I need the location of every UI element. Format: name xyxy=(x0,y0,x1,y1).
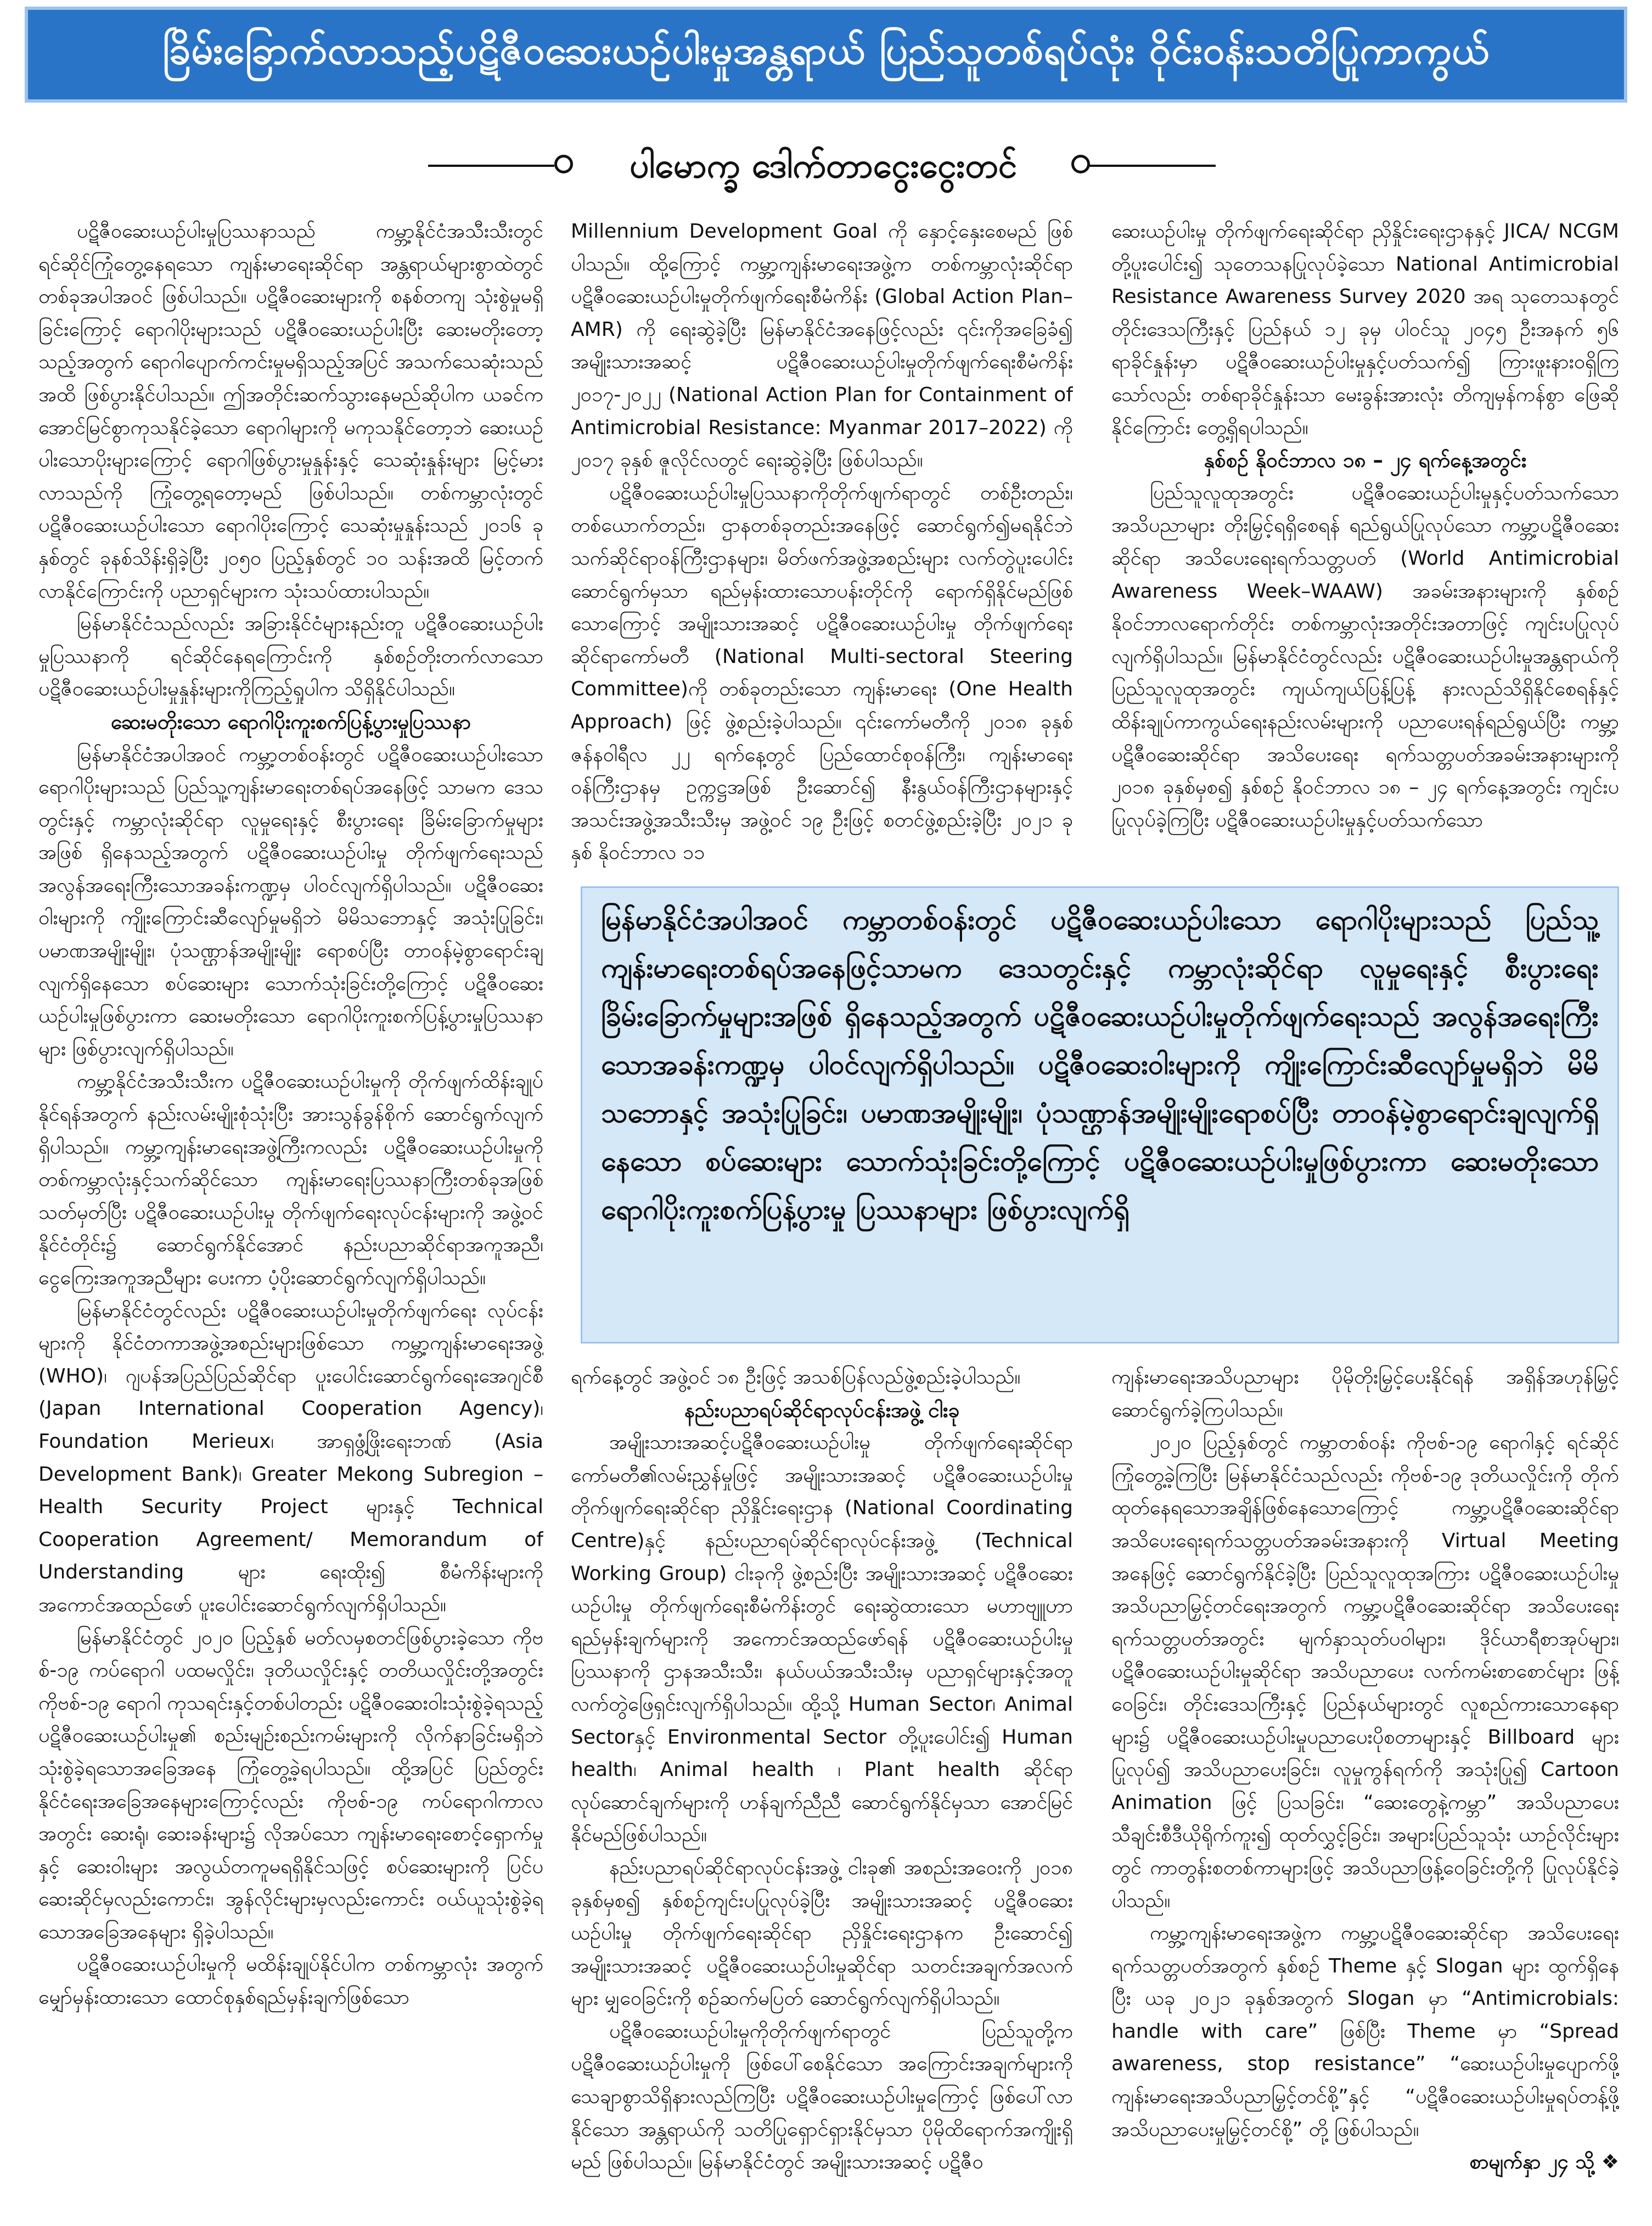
paragraph: မြန်မာနိုင်ငံတွင်လည်း ပဋိဇီဝဆေးယဉ်ပါးမှုတိုက်ဖျက်ရေး လုပ်ငန်းများကို နိုင်ငံတကာအဖွဲ့အစည်းများဖြစ်သော ကမ္ဘာ့ကျန်းမာရေးအဖွဲ့ (WHO)၊ ဂျပန်အပြည်ပြည်ဆိုင်ရာ ပူးပေါင်းဆောင်ရွက်ရေးအေဂျင်စီ (Japan International Cooperation Agency)၊ Foundation Merieux၊ အာရှဖွံ့ဖြိုးရေးဘဏ် (Asia Development Bank)၊ Greater Mekong Subregion – Health Security Project များနှင့် Technical Cooperation Agreement/ Memorandum of Understanding များ ရေးထိုး၍ စီမံကိန်းများကို အကောင်အထည်ဖော် ပူးပေါင်းဆောင်ရွက်လျက်ရှိပါသည်။ xyxy=(38,1299,543,1616)
byline-rule-right xyxy=(1089,165,1216,167)
author-name: ပါမောက္ခ ဒေါက်တာငွေးငွေးတင် xyxy=(629,145,1018,186)
paragraph: ရက်နေ့တွင် အဖွဲ့ဝင် ၁၈ ဦးဖြင့် အသစ်ပြန်လည်ဖွဲ့စည်းခဲ့ပါသည်။ xyxy=(571,1366,1021,1389)
paragraph: မြန်မာနိုင်ငံအပါအဝင် ကမ္ဘာ့တစ်ဝန်းတွင် ပဋိဇီဝဆေးယဉ်ပါးသော ရောဂါပိုးများသည် ပြည်သူ့ကျန်းမာရေးတစ်ရပ်အနေဖြင့် သာမက ဒေသတွင်းနှင့် ကမ္ဘာလုံးဆိုင်ရာ လူမှုရေးနှင့် စီးပွားရေး ခြိမ်းခြောက်မှုများအဖြစ် ရှိနေသည့်အတွက် ပဋိဇီဝဆေးယဉ်ပါးမှု တိုက်ဖျက်ရေးသည် အလွန်အရေးကြီးသောအခန်းကဏ္ဍမှ ပါဝင်လျက်ရှိပါသည်။ ပဋိဇီဝဆေးဝါးများကို ကျိုးကြောင်းဆီလျော်မှုမရှိဘဲ မိမိသဘောနှင့် အသုံးပြုခြင်း၊ ပမာဏအမျိုးမျိုး၊ ပုံသဏ္ဌာန်အမျိုးမျိုး ရောစပ်ပြီး တာဝန်မဲ့စွာရောင်းချလျက်ရှိနေသော စပ်ဆေးများ သောက်သုံးခြင်းတို့ကြောင့် ပဋိဇီဝဆေးယဉ်ပါးမှုဖြစ်ပွားကာ ဆေးမတိုးသော ရောဂါပိုးကူးစက်ပြန့်ပွားမှုပြဿနာများ ဖြစ်ပွားလျက်ရှိပါသည်။ xyxy=(38,743,543,1060)
paragraph: ပဋိဇီဝဆေးယဉ်ပါးမှုကိုတိုက်ဖျက်ရာတွင် ပြည်သူတို့က ပဋိဇီဝဆေးယဉ်ပါးမှုကို ဖြစ်ပေါ်စေနိုင်သော အကြောင်းအချက်များကို သေချာစွာသိရှိနားလည်ကြပြီး ပဋိဇီဝဆေးယဉ်ပါးမှုကြောင့် ဖြစ်ပေါ်လာနိုင်သော အန္တရာယ်ကို သတိပြုရှောင်ရှားနိုင်မှသာ ပိုမိုထိရောက်အကျိုးရှိမည် ဖြစ်ပါသည်။ မြန်မာနိုင်ငံတွင် အမျိုးသားအဆင့် ပဋိဇီဝ xyxy=(571,2020,1073,2174)
section-heading: နှစ်စဉ် နိုဝင်ဘာလ ၁၈ – ၂၄ ရက်နေ့အတွင်း xyxy=(1204,448,1527,473)
byline-rule-left xyxy=(428,165,554,167)
byline-ornament-left xyxy=(554,155,573,173)
paragraph: ကမ္ဘာ့ကျန်းမာရေးအဖွဲ့က ကမ္ဘာ့ပဋိဇီဝဆေးဆိုင်ရာ အသိပေးရေး ရက်သတ္တပတ်အတွက် နှစ်စဉ် Theme နှင့် Slogan များ ထွက်ရှိနေပြီး ယခု ၂၀၂၁ ခုနှစ်အတွက် Slogan မှာ “Antimicrobials: handle with care” ဖြစ်ပြီး Theme မှာ “Spread awareness, stop resistance” “ဆေးယဉ်ပါးမှုပျောက်ဖို့ ကျန်းမာရေးအသိပညာမြှင့်တင်စို့”နှင့် “ပဋိဇီဝဆေးယဉ်ပါးမှုရပ်တန့်ဖို့ အသိပညာပေးမှုမြှင့်တင်စို့” တို့ ဖြစ်ပါသည်။ xyxy=(1111,1922,1619,2141)
paragraph: ပဋိဇီဝဆေးယဉ်ပါးမှုပြဿနာကိုတိုက်ဖျက်ရာတွင် တစ်ဦးတည်း၊ တစ်ယောက်တည်း၊ ဌာနတစ်ခုတည်းအနေဖြင့် ဆောင်ရွက်၍မရနိုင်ဘဲ သက်ဆိုင်ရာဝန်ကြီးဌာနများ၊ မိတ်ဖက်အဖွဲ့အစည်းများ လက်တွဲပူးပေါင်းဆောင်ရွက်မှသာ ရည်မှန်းထားသောပန်းတိုင်ကို ရောက်ရှိနိုင်မည်ဖြစ်သောကြောင့် အမျိုးသားအဆင့် ပဋိဇီဝဆေးယဉ်ပါးမှု တိုက်ဖျက်ရေးဆိုင်ရာကော်မတီ (National Multi-sectoral Steering Committee)ကို တစ်ခုတည်းသော ကျန်းမာရေး (One Health Approach) ဖြင့် ဖွဲ့စည်းခဲ့ပါသည်။ ၎င်းကော်မတီကို ၂၀၁၈ ခုနှစ် ဇန်နဝါရီလ ၂၂ ရက်နေ့တွင် ပြည်ထောင်စုဝန်ကြီး၊ ကျန်းမာရေးဝန်ကြီးဌာနမှ ဥက္ကဋ္ဌအဖြစ် ဦးဆောင်၍ နီးနွယ်ဝန်ကြီးဌာနများနှင့် အသင်းအဖွဲ့အသီးသီးမှ အဖွဲ့ဝင် ၁၉ ဦးဖြင့် စတင်ဖွဲ့စည်းခဲ့ပြီး ၂၀၂၁ ခုနှစ် နိုဝင်ဘာလ ၁၁ xyxy=(571,481,1073,864)
column-1 xyxy=(38,215,543,2213)
paragraph: မြန်မာနိုင်ငံသည်လည်း အခြားနိုင်ငံများနည်းတူ ပဋိဇီဝဆေးယဉ်ပါးမှုပြဿနာကို ရင်ဆိုင်နေရကြောင်းကို နှစ်စဉ်တိုးတက်လာသော ပဋိဇီဝဆေးယဉ်ပါးမှုနှုန်းများကိုကြည့်ရှုပါက သိရှိနိုင်ပါသည်။ xyxy=(38,612,543,701)
paragraph: နည်းပညာရပ်ဆိုင်ရာလုပ်ငန်းအဖွဲ့ ငါးခု၏ အစည်းအဝေးကို ၂၀၁၈ ခုနှစ်မှစ၍ နှစ်စဉ်ကျင်းပပြုလုပ်ခဲ့ပြီး အမျိုးသားအဆင့် ပဋိဇီဝဆေးယဉ်ပါးမှု တိုက်ဖျက်ရေးဆိုင်ရာ ညှိနှိုင်းရေးဌာနက ဦးဆောင်၍ အမျိုးသားအဆင့် ပဋိဇီဝဆေးယဉ်ပါးမှုဆိုင်ရာ သတင်းအချက်အလက်များ မျှဝေခြင်းကို စဉ်ဆက်မပြတ် ဆောင်ရွက်လျက်ရှိပါသည်။ xyxy=(571,1856,1073,2010)
paragraph: ပဋိဇီဝဆေးယဉ်ပါးမှုကို မထိန်းချုပ်နိုင်ပါက တစ်ကမ္ဘာလုံး အတွက်မျှော်မှန်းထားသော ထောင်စုနှစ်ရည်မှန်းချက်ဖြစ်သော xyxy=(38,1953,543,2009)
section-heading: ဆေးမတိုးသော ရောဂါပိုးကူးစက်ပြန့်ပွားမှုပြဿနာ xyxy=(110,710,471,734)
paragraph: ကျန်းမာရေးအသိပညာများ ပိုမိုတိုးမြှင့်ပေးနိုင်ရန် အရှိန်အဟုန်မြှင့် ဆောင်ရွက်ခဲ့ကြပါသည်။ xyxy=(1111,1366,1619,1421)
paragraph: ကမ္ဘာ့နိုင်ငံအသီးသီးက ပဋိဇီဝဆေးယဉ်ပါးမှုကို တိုက်ဖျက်ထိန်းချုပ်နိုင်ရန်အတွက် နည်းလမ်းမျိုးစုံသုံးပြီး အားသွန်ခွန်စိုက် ဆောင်ရွက်လျက်ရှိပါသည်။ ကမ္ဘာ့ကျန်းမာရေးအဖွဲ့ကြီးကလည်း ပဋိဇီဝဆေးယဉ်ပါးမှုကို တစ်ကမ္ဘာလုံးနှင့်သက်ဆိုင်သော ကျန်းမာရေးပြဿနာကြီးတစ်ခုအဖြစ်သတ်မှတ်ပြီး ပဋိဇီဝဆေးယဉ်ပါးမှု တိုက်ဖျက်ရေးလုပ်ငန်းများကို အဖွဲ့ဝင်နိုင်ငံတိုင်း၌ ဆောင်ရွက်နိုင်အောင် နည်းပညာဆိုင်ရာအကူအညီ၊ ငွေကြေးအကူအညီများ ပေးကာ ပံ့ပိုးဆောင်ရွက်လျက်ရှိပါသည်။ xyxy=(38,1070,543,1289)
column-3-top xyxy=(1111,215,1619,874)
column-2-bottom xyxy=(571,1361,1073,2206)
paragraph: မြန်မာနိုင်ငံတွင် ၂၀၂၀ ပြည့်နှစ် မတ်လမှစတင်ဖြစ်ပွားခဲ့သော ကိုဗစ်-၁၉ ကပ်ရောဂါ ပထမလှိုင်း၊ ဒုတိယလှိုင်းနှင့် တတိယလှိုင်းတို့အတွင်း ကိုဗစ်-၁၉ ရောဂါ ကုသရင်းနှင့်တစ်ပါတည်း ပဋိဇီဝဆေးဝါးသုံးစွဲခဲ့ရသည့် ပဋိဇီဝဆေးယဉ်ပါးမှု၏ စည်းမျဉ်းစည်းကမ်းများကို လိုက်နာခြင်းမရှိဘဲ သုံးစွဲခဲ့ရသောအခြေအနေ ကြုံတွေ့ခဲ့ရပါသည်။ ထို့အပြင် ပြည်တွင်းနိုင်ငံရေးအခြေအနေများကြောင့်လည်း ကိုဗစ်-၁၉ ကပ်ရောဂါကာလအတွင်း ဆေးရုံ၊ ဆေးခန်းများ၌ လိုအပ်သော ကျန်းမာရေးစောင့်ရှောက်မှုနှင့် ဆေးဝါးများ အလွယ်တကူမရရှိနိုင်သဖြင့် စပ်ဆေးများကို ပြင်ပဆေးဆိုင်မှလည်းကောင်း၊ အွန်လိုင်းများမှလည်းကောင်း ဝယ်ယူသုံးစွဲခဲ့ရသောအခြေအနေများ ရှိခဲ့ပါသည်။ xyxy=(38,1626,543,1943)
column-3-bottom xyxy=(1111,1361,1619,2206)
column-2-top xyxy=(571,215,1073,874)
pull-quote-text: မြန်မာနိုင်ငံအပါအဝင် ကမ္ဘာတစ်ဝန်းတွင် ပဋိဇီဝဆေးယဉ်ပါးသော ရောဂါပိုးများသည် ပြည်သူ့ကျန်းမာရေးတစ်ရပ်အနေဖြင့်သာမက ဒေသတွင်းနှင့် ကမ္ဘာလုံးဆိုင်ရာ လူမှုရေးနှင့် စီးပွားရေးခြိမ်းခြောက်မှုများအဖြစ် ရှိနေသည့်အတွက် ပဋိဇီဝဆေးယဉ်ပါးမှုတိုက်ဖျက်ရေးသည် အလွန်အရေးကြီးသောအခန်းကဏ္ဍမှ ပါဝင်လျက်ရှိပါသည်။ ပဋိဇီဝဆေးဝါးများကို ကျိုးကြောင်းဆီလျော်မှုမရှိဘဲ မိမိသဘောနှင့် အသုံးပြုခြင်း၊ ပမာဏအမျိုးမျိုး၊ ပုံသဏ္ဌာန်အမျိုးမျိုးရောစပ်ပြီး တာဝန်မဲ့စွာရောင်းချလျက်ရှိနေသော စပ်ဆေးများ သောက်သုံးခြင်းတို့ကြောင့် ပဋိဇီဝဆေးယဉ်ပါးမှုဖြစ်ပွားကာ ဆေးမတိုးသော ရောဂါပိုးကူးစက်ပြန့်ပွားမှု ပြဿနာများ ဖြစ်ပွားလျက်ရှိ xyxy=(601,904,1599,1226)
paragraph: ၂၀၂၀ ပြည့်နှစ်တွင် ကမ္ဘာတစ်ဝန်း ကိုဗစ်-၁၉ ရောဂါနှင့် ရင်ဆိုင်ကြုံတွေ့ခဲ့ကြပြီး မြန်မာနိုင်ငံသည်လည်း ကိုဗစ်-၁၉ ဒုတိယလှိုင်းကို တိုက်ထုတ်နေရသောအချိန်ဖြစ်နေသောကြောင့် ကမ္ဘာ့ပဋိဇီဝဆေးဆိုင်ရာ အသိပေးရေးရက်သတ္တပတ်အခမ်းအနားကို Virtual Meeting အနေဖြင့် ဆောင်ရွက်နိုင်ခဲ့ပြီး ပြည်သူလူထုအကြား ပဋိဇီဝဆေးယဉ်ပါးမှု အသိပညာမြှင့်တင်ရေးအတွက် ကမ္ဘာ့ပဋိဇီဝဆေးဆိုင်ရာ အသိပေးရေး ရက်သတ္တပတ်အတွင်း မျက်နှာသုတ်ပဝါများ၊ ဒိုင်ယာရီစာအုပ်များ၊ ပဋိဇီဝဆေးယဉ်ပါးမှုဆိုင်ရာ အသိပညာပေး လက်ကမ်းစာစောင်များ ဖြန့်ဝေခြင်း၊ တိုင်းဒေသကြီးနှင့် ပြည်နယ်များတွင် လူစည်ကားသောနေရာများ၌ ပဋိဇီဝဆေးယဉ်ပါးမှုပညာပေးပိုစတာများနှင့် Billboard များပြုလုပ်၍ အသိပညာပေးခြင်း၊ လူမှုကွန်ရက်ကို အသုံးပြု၍ Cartoon Animation ဖြင့် ပြသခြင်း၊ “ဆေးတွေနဲ့ကမ္ဘာ” အသိပညာပေး သီချင်းစီဒီယိုရိုက်ကူး၍ ထုတ်လွှင့်ခြင်း၊ အများပြည်သူသုံး ယာဉ်လိုင်းများတွင် ကာတွန်းစတစ်ကာများဖြင့် အသိပညာဖြန့်ဝေခြင်းတို့ကို ပြုလုပ်နိုင်ခဲ့ပါသည်။ xyxy=(1111,1431,1619,1912)
title-banner xyxy=(25,7,1627,103)
article-title: ခြိမ်းခြောက်လာသည့်ပဋိဇီဝဆေးယဉ်ပါးမှုအန္တရာယ် ပြည်သူတစ်ရပ်လုံး ဝိုင်းဝန်းသတိပြုကာကွယ် xyxy=(162,28,1490,73)
paragraph: ပြည်သူလူထုအတွင်း ပဋိဇီဝဆေးယဉ်ပါးမှုနှင့်ပတ်သက်သော အသိပညာများ တိုးမြှင့်ရရှိစေရန် ရည်ရွယ်ပြုလုပ်သော ကမ္ဘာ့ပဋိဇီဝဆေးဆိုင်ရာ အသိပေးရေးရက်သတ္တပတ် (World Antimicrobial Awareness Week–WAAW) အခမ်းအနားများကို နှစ်စဉ် နိုဝင်ဘာလရောက်တိုင်း တစ်ကမ္ဘာလုံးအတိုင်းအတာဖြင့် ကျင်းပပြုလုပ်လျက်ရှိပါသည်။ မြန်မာနိုင်ငံတွင်လည်း ပဋိဇီဝဆေးယဉ်ပါးမှုအန္တရာယ်ကို ပြည်သူလူထုအတွင်း ကျယ်ကျယ်ပြန့်ပြန့် နားလည်သိရှိနိုင်စေရန်နှင့် ထိန်းချုပ်ကာကွယ်ရေးနည်းလမ်းများကို ပညာပေးရန်ရည်ရွယ်ပြီး ကမ္ဘာ့ပဋိဇီဝဆေးဆိုင်ရာ အသိပေးရေး ရက်သတ္တပတ်အခမ်းအနားများကို ၂၀၁၈ ခုနှစ်မှစ၍ နှစ်စဉ် နိုဝင်ဘာလ ၁၈ – ၂၄ ရက်နေ့အတွင်း ကျင်းပပြုလုပ်ခဲ့ကြပြီး ပဋိဇီဝဆေးယဉ်ပါးမှုနှင့်ပတ်သက်သော xyxy=(1111,481,1619,831)
section-heading: နည်းပညာရပ်ဆိုင်ရာလုပ်ငန်းအဖွဲ့ ငါးခု xyxy=(684,1398,960,1422)
paragraph: Millennium Development Goal ကို နှောင့်နှေးစေမည် ဖြစ်ပါသည်။ ထို့ကြောင့် ကမ္ဘာ့ကျန်းမာရေးအဖွဲ့က တစ်ကမ္ဘာလုံးဆိုင်ရာ ပဋိဇီဝဆေးယဉ်ပါးမှုတိုက်ဖျက်ရေးစီမံကိန်း (Global Action Plan–AMR) ကို ရေးဆွဲခဲ့ပြီး မြန်မာနိုင်ငံအနေဖြင့်လည်း ၎င်းကိုအခြေခံ၍ အမျိုးသားအဆင့် ပဋိဇီဝဆေးယဉ်ပါးမှုတိုက်ဖျက်ရေးစီမံကိန်း ၂၀၁၇-၂၀၂၂ (National Action Plan for Containment of Antimicrobial Resistance: Myanmar 2017–2022) ကို ၂၀၁၇ ခုနှစ် ဇူလိုင်လတွင် ရေးဆွဲခဲ့ပြီး ဖြစ်ပါသည်။ xyxy=(571,220,1073,472)
continued-note: စာမျက်နှာ ၂၄ သို့ ❖ xyxy=(1469,2151,1619,2174)
paragraph: ဆေးယဉ်ပါးမှု တိုက်ဖျက်ရေးဆိုင်ရာ ညှိနှိုင်းရေးဌာနနှင့် JICA/ NCGM တို့ပူးပေါင်း၍ သုတေသနပြုလုပ်ခဲ့သော National Antimicrobial Resistance Awareness Survey 2020 အရ သုတေသနတွင် တိုင်းဒေသကြီးနှင့် ပြည်နယ် ၁၂ ခုမှ ပါဝင်သူ ၂၀၄၅ ဦးအနက် ၅၆ ရာခိုင်နှုန်းမှာ ပဋိဇီဝဆေးယဉ်ပါးမှုနှင့်ပတ်သက်၍ ကြားဖူးနားဝရှိကြသော်လည်း တစ်ရာခိုင်နှုန်းသာ မေးခွန်းအားလုံး တိကျမှန်ကန်စွာ ဖြေဆိုနိုင်ကြောင်း တွေ့ရှိရပါသည်။ xyxy=(1111,220,1619,439)
paragraph: ပဋိဇီဝဆေးယဉ်ပါးမှုပြဿနာသည် ကမ္ဘာ့နိုင်ငံအသီးသီးတွင် ရင်ဆိုင်ကြုံတွေ့နေရသော ကျန်းမာရေးဆိုင်ရာ အန္တရာယ်များစွာထဲတွင် တစ်ခုအပါအဝင် ဖြစ်ပါသည်။ ပဋိဇီဝဆေးများကို စနစ်တကျ သုံးစွဲမှုမရှိခြင်းကြောင့် ရောဂါပိုးများသည် ပဋိဇီဝဆေးယဉ်ပါးပြီး ဆေးမတိုးတော့သည့်အတွက် ရောဂါပျောက်ကင်းမှုမရှိသည့်အပြင် အသက်သေဆုံးသည်အထိ ဖြစ်ပွားနိုင်ပါသည်။ ဤအတိုင်းဆက်သွားနေမည်ဆိုပါက ယခင်က အောင်မြင်စွာကုသနိုင်ခဲ့သော ရောဂါများကို မကုသနိုင်တော့ဘဲ ဆေးယဉ်ပါးသောပိုးများကြောင့် ရောဂါဖြစ်ပွားမှုနှုန်းနှင့် သေဆုံးနှုန်းများ မြင့်မားလာသည်ကို ကြုံတွေ့ရတော့မည် ဖြစ်ပါသည်။ တစ်ကမ္ဘာလုံးတွင် ပဋိဇီဝဆေးယဉ်ပါးသော ရောဂါပိုးကြောင့် သေဆုံးမှုနှုန်းသည် ၂၀၁၆ ခုနှစ်တွင် ခုနစ်သိန်းရှိခဲ့ပြီး ၂၀၅၀ ပြည့်နှစ်တွင် ၁၀ သန်းအထိ မြင့်တက်လာနိုင်ကြောင်းကို ပညာရှင်များက သုံးသပ်ထားပါသည်။ xyxy=(38,220,543,603)
pull-quote-box xyxy=(581,886,1619,1344)
paragraph: အမျိုးသားအဆင့်ပဋိဇီဝဆေးယဉ်ပါးမှု တိုက်ဖျက်ရေးဆိုင်ရာ ကော်မတီ၏လမ်းညွှန်မှုဖြင့် အမျိုးသားအဆင့် ပဋိဇီဝဆေးယဉ်ပါးမှု တိုက်ဖျက်ရေးဆိုင်ရာ ညှိနှိုင်းရေးဌာန (National Coordinating Centre)နှင့် နည်းပညာရပ်ဆိုင်ရာလုပ်ငန်းအဖွဲ့ (Technical Working Group) ငါးခုကို ဖွဲ့စည်းပြီး အမျိုးသားအဆင့် ပဋိဇီဝဆေးယဉ်ပါးမှု တိုက်ဖျက်ရေးစီမံကိန်းတွင် ရေးဆွဲထားသော မဟာဗျူဟာ ရည်မှန်းချက်များကို အကောင်အထည်ဖော်ရန် ပဋိဇီဝဆေးယဉ်ပါးမှုပြဿနာကို ဌာနအသီးသီး၊ နယ်ပယ်အသီးသီးမှ ပညာရှင်များနှင့်အတူ လက်တွဲဖြေရှင်းလျက်ရှိပါသည်။ ထို့သို့ Human Sector၊ Animal Sectorနှင့် Environmental Sector တို့ပူးပေါင်း၍ Human health၊ Animal health ၊ Plant health ဆိုင်ရာ လုပ်ဆောင်ချက်များကို ဟန်ချက်ညီညီ ဆောင်ရွက်နိုင်မှသာ အောင်မြင်နိုင်မည်ဖြစ်ပါသည်။ xyxy=(571,1431,1073,1847)
byline xyxy=(0,140,1652,189)
byline-ornament-right xyxy=(1071,155,1090,173)
